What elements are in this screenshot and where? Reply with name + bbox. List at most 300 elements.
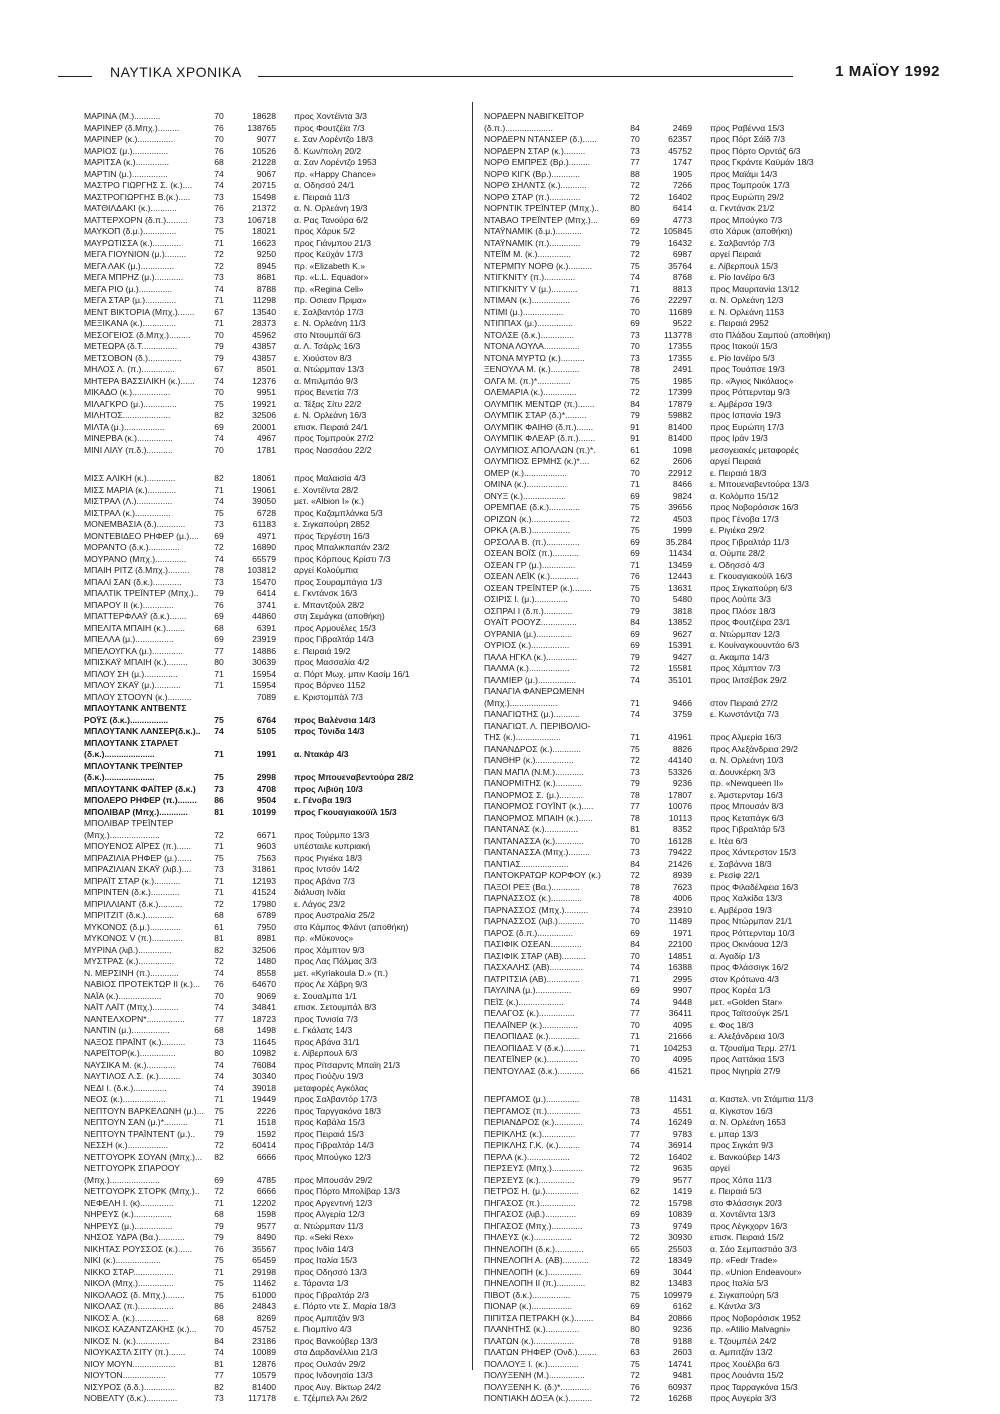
ship-status: προς Πόρτ Σάϊδ 7/3 — [710, 134, 785, 144]
build-year: 84 — [630, 1312, 640, 1323]
ship-name: ΜΕΝΤ ΒΙΚΤΟΡΙΑ (Μπχ.)....... — [84, 306, 195, 317]
ship-name: ΟΥΡΙΟΣ (κ.)................ — [484, 640, 570, 650]
tonnage: 61000 — [252, 1289, 276, 1300]
build-year: 88 — [630, 168, 640, 179]
build-year: 71 — [214, 295, 224, 305]
ship-entry-row — [484, 1031, 887, 1043]
ship-entry-row — [84, 284, 462, 296]
build-year: 72 — [630, 1197, 640, 1208]
ship-name: ΜΙΣΤΡΑΛ (κ.)............... — [84, 507, 171, 518]
ship-entry-row — [84, 508, 462, 520]
ship-entry-row — [84, 841, 462, 853]
ship-name: ΜΠΟΛΙΒΑΡ (Μπχ.)............ — [84, 806, 188, 817]
ship-status: α. Ντακάρ 4/3 — [294, 749, 349, 759]
build-year: 71 — [630, 1042, 640, 1053]
ship-entry-row — [84, 1347, 462, 1359]
build-year: 70 — [630, 916, 640, 926]
ship-name: ΜΑΡΤΙΝ (μ.)............... — [84, 168, 168, 179]
tonnage: 29198 — [252, 1266, 276, 1277]
tonnage: 2995 — [672, 973, 692, 984]
ship-name: ΠΑΝΑΓΙΩΤΗΣ (μ.)........... — [484, 709, 580, 719]
tonnage: 14851 — [668, 950, 692, 961]
tonnage: 10839 — [668, 1209, 692, 1219]
ship-name: ΝΕΠΤΟΥΝ ΤΡΑΪΝΤΕΝΤ (μ.).. — [84, 1128, 195, 1139]
tonnage: 9077 — [256, 134, 276, 144]
tonnage: 8788 — [256, 283, 276, 294]
tonnage — [232, 1163, 280, 1175]
ship-status: προς Χάμπτον 7/3 — [710, 663, 781, 673]
ship-status: μετ. «Golden Star» — [710, 996, 783, 1007]
tonnage: 9603 — [256, 841, 276, 851]
ship-status: προς Ισπανία 19/3 — [710, 410, 781, 420]
build-year: 73 — [630, 1220, 640, 1231]
tonnage: 23186 — [252, 1335, 276, 1346]
ship-entry-row — [484, 1232, 887, 1244]
build-year: 71 — [214, 680, 224, 690]
tonnage: 1592 — [256, 1128, 276, 1139]
build-year: 79 — [630, 237, 640, 248]
build-year: 82 — [214, 410, 224, 420]
build-year: 84 — [214, 1335, 224, 1346]
ship-name: ΜΕΞΙΚΑΝΑ (κ.).............. — [84, 318, 177, 328]
build-year: 72 — [214, 898, 224, 909]
ship-entry-row — [84, 945, 462, 957]
ship-entry-row — [84, 1025, 462, 1037]
ship-status: προς Μπαλικπαπάν 23/2 — [294, 542, 390, 552]
tonnage: 39656 — [668, 502, 692, 512]
build-year: 70 — [214, 134, 224, 144]
ship-status: προς Νασσάου 22/2 — [294, 444, 372, 455]
build-year: 72 — [214, 249, 224, 259]
ship-entry-row — [84, 1094, 462, 1106]
ship-name: ΜΠΡΙΤΖΙΤ (δ.κ.)............ — [84, 910, 175, 920]
build-year: 79 — [630, 778, 640, 788]
tonnage: 18021 — [252, 226, 276, 236]
tonnage: 36914 — [668, 1140, 692, 1150]
ship-entry-row — [84, 1359, 462, 1371]
ship-name: ΝΤΙΓΚΝΙΤΥ V (μ.)........... — [484, 283, 578, 294]
ship-status: προς Τύνιδα 14/3 — [294, 726, 365, 736]
section-spacer — [84, 456, 462, 473]
build-year: 74 — [630, 272, 640, 282]
ship-entry-row — [484, 1244, 887, 1256]
build-year: 69 — [630, 1266, 640, 1277]
ship-status: στον Κρότωνα 4/3 — [710, 973, 779, 984]
ship-entry-row — [84, 226, 462, 238]
ship-name: ΠΗΓΑΣΟΣ (λιβ.)............. — [484, 1209, 577, 1219]
ship-name: ΠΗΝΕΛΟΠΗ (δ.κ.)............ — [484, 1243, 584, 1254]
build-year: 77 — [214, 645, 224, 656]
ship-entry-row — [484, 261, 887, 273]
build-year: 73 — [214, 519, 224, 529]
tonnage: 20001 — [252, 421, 276, 432]
build-year: 69 — [214, 634, 224, 644]
ship-entry-row — [484, 1267, 887, 1279]
tonnage: 8558 — [256, 967, 276, 978]
tonnage: 9236 — [672, 778, 692, 788]
ship-name: ΠΑΥΛΙΝΑ (μ.)............... — [484, 985, 572, 995]
build-year: 74 — [214, 496, 224, 506]
build-year: 69 — [630, 985, 640, 995]
ship-status: ε. Πειραιά 2952 — [710, 318, 769, 328]
ship-entry-row — [84, 1083, 462, 1095]
ship-name: ΝΟΡΝΤΙΚ ΤΡΕΪΝΤΕΡ (Μπχ.).. — [484, 203, 600, 213]
build-year: 70 — [630, 134, 640, 144]
ship-status: α. Ντώρμπαν 13/3 — [294, 364, 364, 374]
build-year: 86 — [214, 795, 224, 805]
ship-status: προς Σουραμπάγια 1/3 — [294, 576, 383, 587]
tonnage: 11489 — [668, 916, 692, 926]
build-year: 75 — [214, 1105, 224, 1116]
build-year: 70 — [630, 835, 640, 846]
tonnage: 2491 — [672, 364, 692, 374]
ship-name: ΝΟΡΔΕΡΝ ΝΤΑΝΣΕΡ (δ.)...... — [484, 134, 597, 144]
ship-entry-row — [484, 790, 887, 802]
tonnage: 22912 — [668, 467, 692, 478]
ship-status: α. Πόρτ Μωχ. μπιν Κασίμ 16/1 — [294, 668, 410, 679]
ship-entry-row — [484, 836, 887, 848]
ship-entry-row — [484, 502, 887, 514]
ship-status: προς Νοβορόσισκ 1952 — [710, 1312, 801, 1323]
build-year: 77 — [214, 1013, 224, 1024]
ship-name: ΜΠΛΟΥΤΑΝΚ ΦΑΪΤΕΡ (δ.κ.) — [84, 783, 196, 794]
ship-status: προς Τομπρούκ 17/3 — [710, 180, 790, 190]
ship-status: προς Χαλκίδα 13/3 — [710, 893, 783, 903]
ship-name: ΠΕΛΤΕΪΝΕΡ (κ.)............. — [484, 1054, 578, 1064]
ship-status: πρ. Οσιεαν Πριμα» — [294, 295, 367, 305]
build-year: 74 — [630, 709, 640, 719]
ship-name: ΜΙΛΑΓΚΡΟ (μ.).............. — [84, 398, 177, 409]
ship-entry-row — [484, 652, 887, 664]
tonnage: 39050 — [252, 496, 276, 506]
build-year: 72 — [630, 1232, 640, 1242]
ship-entry-row — [84, 692, 462, 704]
ship-entry-row — [484, 594, 887, 606]
build-year: 72 — [630, 870, 640, 880]
tonnage: 1498 — [256, 1025, 276, 1035]
build-year: 75 — [630, 743, 640, 754]
ship-entry-row — [84, 1002, 462, 1014]
ship-status: προς Αλγερία 12/3 — [294, 1209, 365, 1219]
ship-entry-row — [484, 1209, 887, 1221]
ship-entry-row — [484, 123, 887, 135]
tonnage: 8813 — [672, 283, 692, 294]
ship-entry-row — [484, 1347, 887, 1359]
build-year — [624, 686, 646, 698]
ship-name: ΜΕΓΑ ΛΑΚ (μ.).............. — [84, 260, 175, 271]
ship-name: ΟΝΥΞ (κ.).................. — [484, 490, 566, 501]
build-year: 74 — [214, 283, 224, 294]
ship-entry-row — [484, 824, 887, 836]
ship-entry-row — [84, 1313, 462, 1325]
ship-status: αργεί — [710, 1163, 730, 1173]
ship-status: προς Βανκούβερ 13/3 — [294, 1335, 378, 1346]
ship-name: ΜΑΡΙΝΕΡ (κ.)............... — [84, 134, 174, 144]
ship-name: ΟΛΥΜΠΙΟΣ ΕΡΜΗΣ (κ.)*.... — [484, 456, 590, 466]
build-year: 74 — [214, 726, 224, 736]
ship-name: ΠΕΡΣΕΥΣ (Μπχ.)............. — [484, 1163, 583, 1173]
build-year: 74 — [630, 904, 640, 915]
ship-entry-row — [484, 1175, 887, 1187]
ship-entry-row — [84, 634, 462, 646]
tonnage — [232, 738, 280, 750]
tonnage: 4095 — [672, 1054, 692, 1064]
tonnage: 15498 — [252, 191, 276, 202]
ship-name: ΝΙΚΟΛΑΣ (π.)............... — [84, 1301, 174, 1311]
ship-name: ΠΑΝΟΡΜΟΣ ΓΟΥΪΝΤ (κ.)..... — [484, 801, 594, 811]
build-year: 75 — [630, 375, 640, 386]
issue-date: 1 ΜΑΪΟΥ 1992 — [835, 63, 940, 80]
tonnage: 2606 — [672, 456, 692, 466]
ship-status: προς Κεταπάγκ 6/3 — [710, 812, 784, 823]
tonnage: 28373 — [252, 318, 276, 328]
ship-name: ΟΡΚΑ (Α.Β.)................ — [484, 525, 570, 535]
tonnage — [232, 761, 280, 773]
ship-status: προς Νιγηρία 27/9 — [710, 1065, 781, 1076]
build-year: 74 — [214, 1082, 224, 1093]
ship-name: ΜΑΤΤΕΡΧΟΡΝ (δ.π.)......... — [84, 214, 188, 225]
ship-entry-row — [484, 410, 887, 422]
tonnage: 21228 — [252, 157, 276, 167]
build-year: 71 — [214, 1117, 224, 1127]
ship-entry-row — [484, 433, 887, 445]
ship-entry-row — [84, 542, 462, 554]
ship-name: ΟΜΕΡ (κ.).................. — [484, 467, 567, 478]
ship-name: ΜΟΝΕΜΒΑΣΙΑ (δ.)............ — [84, 519, 186, 529]
ship-entry-row — [84, 146, 462, 158]
build-year: 71 — [214, 237, 224, 248]
build-year: 73 — [214, 576, 224, 587]
ship-entry-row — [84, 272, 462, 284]
ship-entry-row — [84, 623, 462, 635]
ship-name: ΝΗΣΟΣ ΥΔΡΑ (Βα.)........... — [84, 1232, 185, 1242]
ship-status: στη Σεμάγκα (αποθήκη) — [294, 611, 385, 621]
tonnage: 10089 — [252, 1347, 276, 1357]
ship-entry-row — [84, 203, 462, 215]
tonnage: 10113 — [668, 812, 692, 823]
ship-status: ε. Χοντέϊντα 28/2 — [294, 484, 359, 495]
ship-name: ΝΑΡΕΪΤΟΡ(κ.)............... — [84, 1048, 176, 1058]
ship-status: στο Χάρυκ (αποθήκη) — [710, 226, 793, 236]
ship-name: ΟΛΓΑ Μ. (π.)*.............. — [484, 375, 571, 386]
ship-entry-row — [484, 1106, 887, 1118]
ship-entry-row — [484, 778, 887, 790]
ship-name: ΠΑΤΡΙΤΣΙΑ (ΑΒ).............. — [484, 973, 580, 984]
ship-name: ΜΠΑΛΙ ΣΑΝ (δ.κ.)............ — [84, 576, 182, 587]
ship-entry-row — [484, 146, 887, 158]
tonnage: 138765 — [247, 122, 276, 133]
tonnage: 16402 — [668, 1151, 692, 1162]
build-year: 73 — [214, 864, 224, 874]
build-year: 71 — [214, 668, 224, 679]
tonnage: 9951 — [256, 387, 276, 397]
tonnage: 9481 — [672, 1370, 692, 1380]
ship-status: προς Λε Χάβρη 9/3 — [294, 979, 368, 989]
ship-name: ΜΠΛΟΥ ΣΗ (μ.).............. — [84, 668, 178, 679]
build-year: 75 — [214, 1255, 224, 1265]
tonnage: 34841 — [252, 1002, 276, 1012]
build-year: 78 — [630, 812, 640, 823]
build-year: 81 — [214, 806, 224, 817]
tonnage: 10199 — [252, 806, 276, 817]
ship-name: ΠΕΝΤΟΥΛΑΣ (δ.κ.)........... — [484, 1065, 584, 1076]
ship-status: ε. Ρίο Ιανέϊρο 5/3 — [710, 352, 775, 363]
build-year: 75 — [630, 525, 640, 535]
tonnage: 39018 — [252, 1082, 276, 1093]
ship-entry-row — [84, 968, 462, 980]
ship-name: ΜΕΤΣΟΒΟΝ (δ.).............. — [84, 352, 182, 363]
ship-entry-row — [84, 157, 462, 169]
tonnage: 62357 — [668, 134, 692, 144]
build-year: 68 — [214, 1312, 224, 1323]
ship-name: ΜΑΥΡΩΤΙΣΣΑ (κ.)............ — [84, 237, 182, 248]
build-year: 72 — [214, 542, 224, 552]
build-year: 65 — [630, 1243, 640, 1254]
ship-entry-row — [484, 686, 887, 698]
ship-status: ε. Τζουμπέιλ 24/2 — [710, 1335, 777, 1346]
build-year: 68 — [214, 1025, 224, 1035]
tonnage: 43857 — [252, 352, 276, 363]
tonnage: 19061 — [252, 484, 276, 495]
build-year: 74 — [630, 1117, 640, 1127]
build-year: 82 — [214, 1381, 224, 1392]
ship-name: ΠΟΛΛΟΥΞ Ι. (κ.)............. — [484, 1358, 579, 1369]
tonnage: 25503 — [668, 1243, 692, 1254]
build-year: 70 — [630, 594, 640, 604]
ship-name: ΜΠΛΟΥ ΣΚΑΫ (μ.)........... — [84, 680, 181, 690]
build-year: 80 — [214, 1048, 224, 1058]
ship-status: ε. Μπαντζούλ 28/2 — [294, 599, 365, 610]
ship-entry-row — [84, 1163, 462, 1175]
ship-status: προς Γιβραλτάρ 14/3 — [294, 1140, 374, 1150]
ship-entry-row — [484, 1020, 887, 1032]
tonnage: 64670 — [252, 979, 276, 989]
tonnage: 17399 — [668, 387, 692, 397]
build-year: 71 — [630, 559, 640, 570]
ship-name: ΜΠΟΛΕΡΟ ΡΗΦΕΡ (π.)........ — [84, 795, 197, 805]
tonnage: 12202 — [252, 1197, 276, 1208]
ship-name: ΠΑΝΑΓΙΑ ΦΑΝΕΡΩΜΕΝΗ — [484, 686, 585, 696]
ship-name: ΠΗΝΕΛΟΠΗ Α. (ΑΒ)........... — [484, 1255, 589, 1265]
tonnage: 32506 — [252, 410, 276, 420]
tonnage: 10982 — [252, 1048, 276, 1058]
ship-name: ΟΣΕΑΝ ΒΟΪΣ (π.)........... — [484, 548, 579, 558]
ship-entry-row — [484, 1221, 887, 1233]
build-year: 79 — [214, 1128, 224, 1139]
build-year: 75 — [214, 1278, 224, 1288]
ship-name: ΝΟΡΘ ΣΗΛΝΤΣ (κ.)........... — [484, 180, 587, 190]
ship-name: ΝΤΙΜΑΝ (κ.)................ — [484, 295, 570, 305]
build-year: 69 — [630, 490, 640, 501]
ship-entry-row — [84, 577, 462, 589]
ship-entry-row — [484, 525, 887, 537]
ship-entry-row — [484, 468, 887, 480]
ship-entry-row — [84, 180, 462, 192]
ship-status: προς Ιλιτσέβσκ 29/2 — [710, 674, 787, 685]
build-year: 72 — [630, 249, 640, 259]
tonnage: 9448 — [672, 996, 692, 1007]
tonnage: 1518 — [256, 1117, 276, 1127]
ship-status: προς Μπούγκο 7/3 — [710, 214, 783, 225]
ship-status: ε. Σαλβαντόρ 7/3 — [710, 237, 775, 248]
ship-status: προς Αυστραλία 25/2 — [294, 910, 375, 920]
build-year: 72 — [630, 1163, 640, 1173]
ship-status — [280, 703, 462, 715]
ship-name: ΟΡΣΟΛΑ Β. (π.).............. — [484, 536, 580, 547]
tonnage: 17879 — [668, 398, 692, 409]
ship-entry-row — [84, 111, 462, 123]
ship-status: προς Ριγιέκα 18/3 — [294, 852, 363, 863]
ship-status: α. Τζουαϊμα Τερμ. 27/1 — [710, 1042, 797, 1053]
ship-name: ΜΠΑΡΟΥ ΙΙ (κ.)............. — [84, 599, 174, 610]
ship-entry-row — [484, 1324, 887, 1336]
ship-status: προς Αυγερία 3/3 — [710, 1393, 777, 1403]
ship-entry-row — [484, 951, 887, 963]
tonnage: 30340 — [252, 1071, 276, 1081]
build-year: 68 — [214, 622, 224, 633]
ship-name: ΜΑΡΙΝΕΡ (δ.Μπχ.)......... — [84, 122, 180, 133]
ship-status: προς Γιάνμπου 21/3 — [294, 237, 372, 248]
ship-status: προς Αβάνα 7/3 — [294, 875, 355, 886]
ship-entry-row — [484, 376, 887, 388]
ship-status: στον Πειραιά 27/2 — [710, 697, 778, 708]
ship-name: ΜΠΛΟΥ ΣΤΟΟΥΝ (κ.).......... — [84, 691, 192, 702]
ship-status: προς Αβάνα 31/1 — [294, 1036, 360, 1047]
ship-status: α. Ντώρμπαν 11/3 — [294, 1220, 364, 1231]
ship-name: ΠΙΒΟΤ (δ.κ.)................ — [484, 1289, 571, 1300]
build-year: 69 — [630, 927, 640, 938]
ship-status — [696, 111, 887, 123]
ship-status: επισκ. Πειραιά 24/1 — [294, 421, 368, 432]
build-year: 72 — [214, 260, 224, 271]
ship-status: ε. Λίβερπουλ 15/3 — [710, 260, 779, 271]
build-year: 68 — [214, 910, 224, 920]
ship-status: ε. Γένοβα 19/3 — [294, 795, 352, 805]
ship-entry-row — [484, 629, 887, 641]
ship-name: ΠΑΞΟΙ ΡΕΞ (Βα.)............ — [484, 881, 580, 892]
ship-name: ΝΤΕΪΜ Μ. (κ.).............. — [484, 249, 571, 259]
ship-status: προς Ευρώπη 29/2 — [710, 191, 784, 202]
ship-entry-row — [484, 1359, 887, 1371]
ship-entry-row — [484, 870, 887, 882]
column-divider — [472, 102, 473, 1370]
tonnage: 17355 — [668, 341, 692, 351]
ship-entry-row — [484, 571, 887, 583]
build-year: 71 — [214, 1197, 224, 1208]
ship-name: ΝΙΚΗΤΑΣ ΡΟΥΣΣΟΣ (κ.)...... — [84, 1243, 193, 1254]
ship-name: ΠΗΝΕΛΟΠΗ ΙΙ (π.)............ — [484, 1278, 586, 1288]
build-year: 77 — [214, 1370, 224, 1380]
build-year: 74 — [630, 962, 640, 972]
ship-name: ΞΕΝΟΥΛΑ Μ. (κ.)............ — [484, 364, 580, 374]
ship-entry-row — [84, 887, 462, 899]
ship-name: ΠΕΡΙΚΛΗΣ Γ.Κ. (κ.)......... — [484, 1140, 581, 1150]
build-year: 74 — [214, 967, 224, 978]
ship-name: ΜΟΥΡΑΝΟ (Μπχ.)............. — [84, 553, 187, 564]
tonnage: 61183 — [252, 519, 276, 529]
build-year: 75 — [630, 1358, 640, 1369]
ship-name: ΝΕΤΓΟΥΟΡΚ ΣΤΟΡΚ (Μπχ.).. — [84, 1186, 200, 1196]
ship-entry-row — [84, 485, 462, 497]
tonnage: 9427 — [672, 651, 692, 662]
ship-name: ΠΛΑΤΩΝ (κ.)................. — [484, 1335, 575, 1346]
build-year: 70 — [630, 467, 640, 478]
ship-entry-row — [484, 709, 887, 721]
build-year: 73 — [214, 783, 224, 794]
build-year — [206, 738, 232, 750]
ship-entry-row — [484, 445, 887, 457]
ship-name: ΜΕΓΑ ΣΤΑΡ (μ.)............. — [84, 295, 177, 305]
